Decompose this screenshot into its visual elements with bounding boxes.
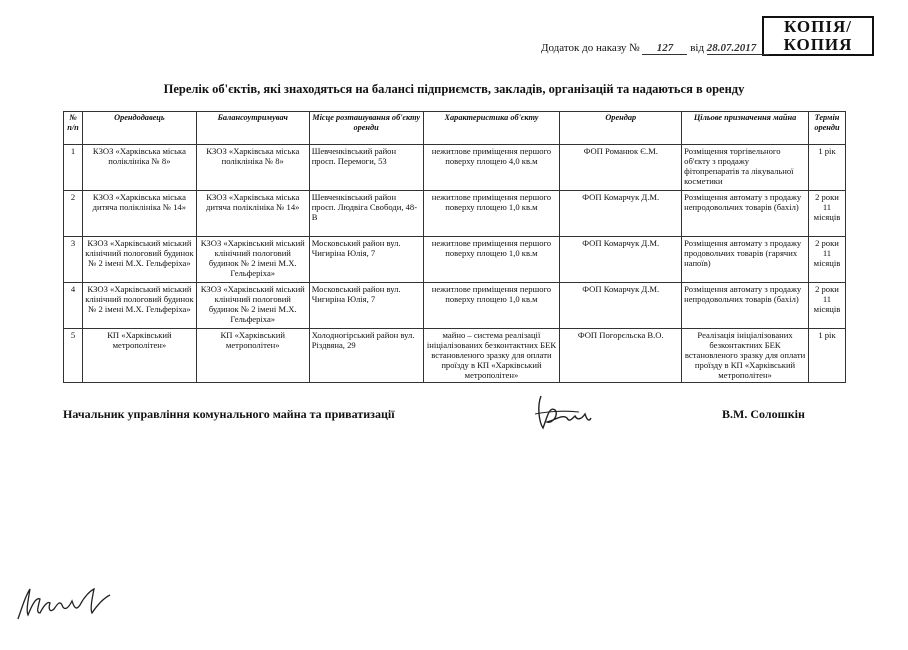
objects-table — [63, 111, 846, 383]
table-cell: 1 рік — [808, 329, 845, 383]
table-header-row — [64, 112, 846, 145]
handwritten-signature — [533, 392, 593, 434]
table-cell: 1 — [64, 145, 83, 191]
order-date: 28.07.2017 — [706, 42, 757, 54]
date-label: від — [690, 42, 705, 54]
table-cell: нежитлове приміщення першого поверху площею 4,0 кв.м — [423, 145, 560, 191]
table-cell: КЗОЗ «Харківська міська дитяча поліклініка № 14» — [82, 191, 196, 237]
stamp-line-2: КОПИЯ — [783, 35, 853, 54]
table-cell: ФОП Комарчук Д.М. — [560, 191, 682, 237]
stamp-line-1: КОПІЯ/ — [784, 17, 852, 36]
table-cell: 2 роки 11 місяців — [808, 191, 845, 237]
document-title: Перелік об'єктів, які знаходяться на балансі підприємств, закладів, організацій та надаються в оренду — [163, 82, 745, 96]
signer-name: В.М. Солошкін — [722, 407, 805, 421]
signer-position: Начальник управління комунального майна та приватизації — [63, 407, 395, 421]
table-row — [64, 191, 846, 237]
table-row — [64, 237, 846, 283]
table-cell: нежитлове приміщення першого поверху площею 1,0 кв.м — [423, 283, 560, 329]
table-cell: Розміщення торгівельного об'єкту з продажу фітопрепаратів та лікувальної косметики — [682, 145, 809, 191]
column-header: Балансоутримувач — [196, 112, 309, 145]
table-cell: Розміщення автомату з продажу продовольчих товарів (гарячих напоїв) — [682, 237, 809, 283]
table-cell: Розміщення автомату з продажу непродовольчих товарів (бахіл) — [682, 191, 809, 237]
table-cell: КЗОЗ «Харківський міський клінічний пологовий будинок № 2 імені М.Х. Гельферіха» — [196, 283, 309, 329]
table-row — [64, 329, 846, 383]
table-cell: 3 — [64, 237, 83, 283]
table-cell: КЗОЗ «Харківська міська поліклініка № 8» — [82, 145, 196, 191]
table-cell: Московський район вул. Чигиріна Юлія, 7 — [309, 283, 423, 329]
table-cell: Холодногірський район вул. Різдвяна, 29 — [309, 329, 423, 383]
table-cell: 4 — [64, 283, 83, 329]
table-cell: ФОП Романюк Є.М. — [560, 145, 682, 191]
column-header: Термін оренди — [808, 112, 845, 145]
table-cell: Шевченківський район просп. Людвіга Свободи, 48-В — [309, 191, 423, 237]
table-cell: Московський район вул. Чигиріна Юлія, 7 — [309, 237, 423, 283]
order-number: 127 — [656, 42, 674, 54]
table-cell: КП «Харківський метрополітен» — [82, 329, 196, 383]
column-header: Орендодавець — [82, 112, 196, 145]
table-cell: ФОП Комарчук Д.М. — [560, 283, 682, 329]
appendix-prefix: Додаток до наказу № — [541, 42, 640, 54]
copy-stamp — [762, 16, 874, 56]
column-header: Характеристика об'єкту — [423, 112, 560, 145]
table-cell: КЗОЗ «Харківський міський клінічний пологовий будинок № 2 імені М.Х. Гельферіха» — [82, 283, 196, 329]
column-header: Місце розташування об'єкту оренди — [309, 112, 423, 145]
table-cell: 5 — [64, 329, 83, 383]
table-cell: Реалізація ініціалізованих безконтактних БЕК встановленого зразку для оплати проїзду в КП «Харківський метрополітен» — [682, 329, 809, 383]
table-cell: нежитлове приміщення першого поверху площею 1,0 кв.м — [423, 191, 560, 237]
table-cell: КЗОЗ «Харківський міський клінічний пологовий будинок № 2 імені М.Х. Гельферіха» — [82, 237, 196, 283]
table-cell: ФОП Комарчук Д.М. — [560, 237, 682, 283]
table-cell: майно – система реалізації ініціалізованих безконтактних БЕК встановленого зразку для оплати проїзду в КП «Харківський метрополітен» — [423, 329, 560, 383]
table-cell: Розміщення автомату з продажу непродовольчих товарів (бахіл) — [682, 283, 809, 329]
table-cell: 2 — [64, 191, 83, 237]
column-header: Орендар — [560, 112, 682, 145]
table-cell: 1 рік — [808, 145, 845, 191]
column-header: № п/п — [64, 112, 83, 145]
table-cell: 2 роки 11 місяців — [808, 237, 845, 283]
table-cell: КЗОЗ «Харківський міський клінічний пологовий будинок № 2 імені М.Х. Гельферіха» — [196, 237, 309, 283]
table-cell: ФОП Погорєльска В.О. — [560, 329, 682, 383]
table-row — [64, 283, 846, 329]
table-cell: Шевченківський район просп. Перемоги, 53 — [309, 145, 423, 191]
table-cell: КП «Харківський метрополітен» — [196, 329, 309, 383]
table-cell: КЗОЗ «Харківська міська поліклініка № 8» — [196, 145, 309, 191]
table-cell: КЗОЗ «Харківська міська дитяча поліклініка № 14» — [196, 191, 309, 237]
appendix-line — [541, 42, 769, 55]
margin-signature — [14, 583, 114, 623]
table-row — [64, 145, 846, 191]
column-header: Цільове призначення майна — [682, 112, 809, 145]
table-cell: 2 роки 11 місяців — [808, 283, 845, 329]
table-cell: нежитлове приміщення першого поверху площею 1,0 кв.м — [423, 237, 560, 283]
